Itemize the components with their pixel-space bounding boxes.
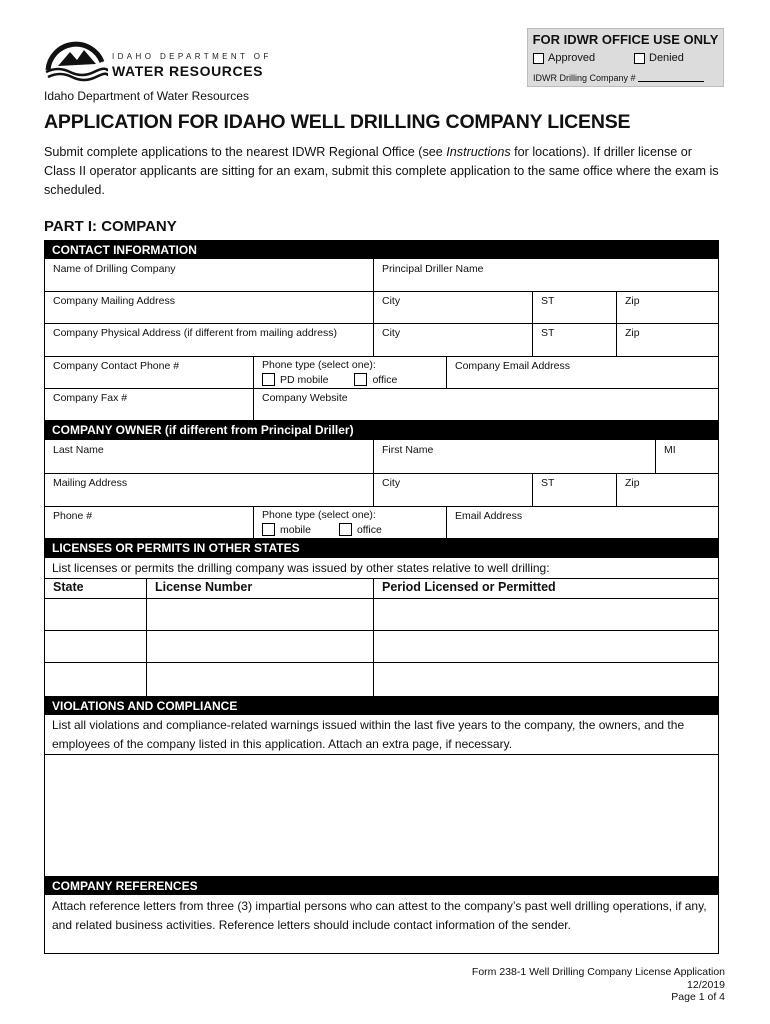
company-name-label: Name of Drilling Company <box>53 263 176 275</box>
license-row-1-number[interactable] <box>147 599 372 630</box>
office-use-box <box>527 28 724 87</box>
owner-mobile-label: mobile <box>280 523 311 536</box>
licenses-instruction: List licenses or permits the drilling company was issued by other states relative to well drilling: <box>52 561 550 575</box>
owner-phone-type-label: Phone type (select one): <box>262 509 376 521</box>
approved-option[interactable] <box>533 52 595 64</box>
references-instruction: Attach reference letters from three (3) impartial persons who can attest to the company’s past well drilling operations, if any, and related business activities. Reference letters should include contact information of the sender. <box>52 899 707 932</box>
owner-last-name-field[interactable] <box>45 441 372 473</box>
company-email-label: Company Email Address <box>455 360 570 372</box>
mailing-zip-field[interactable] <box>617 292 718 323</box>
contact-phone-label: Company Contact Phone # <box>53 360 180 372</box>
owner-state-field[interactable] <box>533 474 615 506</box>
owner-first-name-field[interactable] <box>374 441 654 473</box>
page-footer <box>472 966 725 1004</box>
office-phone-checkbox[interactable] <box>354 373 367 386</box>
office-phone-label: office <box>372 373 398 386</box>
license-row-2-number[interactable] <box>147 631 372 662</box>
company-name-field[interactable] <box>45 260 372 291</box>
company-owner-heading: COMPANY OWNER (if different from Principal Driller) <box>44 420 719 440</box>
owner-first-name-label: First Name <box>382 444 434 456</box>
owner-phone-type <box>254 507 445 538</box>
denied-label: Denied <box>649 52 684 64</box>
violations-instruction: List all violations and compliance-related warnings issued within the last five years to the company, the owners, and the employees of the company listed in this application. Attach an extra page, if necessary. <box>52 718 685 751</box>
physical-zip-label: Zip <box>625 327 640 339</box>
pd-mobile-label: PD mobile <box>280 373 329 386</box>
owner-phone-label: Phone # <box>53 510 93 522</box>
intro-paragraph <box>44 143 724 200</box>
mailing-address-field[interactable] <box>45 292 372 323</box>
owner-office-label: office <box>356 523 382 536</box>
owner-email-field[interactable] <box>447 507 718 538</box>
physical-zip-field[interactable] <box>617 324 718 356</box>
mailing-city-label: City <box>382 295 401 307</box>
contact-phone-type <box>254 357 445 388</box>
company-website-label: Company Website <box>262 392 348 404</box>
col-state-header: State <box>53 580 84 594</box>
owner-zip-field[interactable] <box>617 474 718 506</box>
company-website-field[interactable] <box>254 389 718 420</box>
license-row-1-state[interactable] <box>45 599 145 630</box>
principal-driller-label: Principal Driller Name <box>382 263 484 275</box>
denied-option[interactable] <box>634 52 684 64</box>
intro-before: Submit complete applications to the nearest IDWR Regional Office (see <box>44 145 447 159</box>
agency-name-main: WATER RESOURCES <box>112 63 264 79</box>
intro-emphasis: Instructions <box>446 145 511 159</box>
license-row-3-state[interactable] <box>45 663 145 696</box>
licenses-heading: LICENSES OR PERMITS IN OTHER STATES <box>44 538 719 558</box>
mailing-state-field[interactable] <box>533 292 615 323</box>
approved-checkbox[interactable] <box>533 53 544 64</box>
department-name: Idaho Department of Water Resources <box>44 89 249 103</box>
owner-office-checkbox[interactable] <box>339 523 352 536</box>
contact-phone-type-options <box>262 373 437 386</box>
owner-mailing-address-field[interactable] <box>45 474 372 506</box>
owner-phone-type-options <box>262 523 437 536</box>
form-date: 12/2019 <box>687 978 725 991</box>
mailing-zip-label: Zip <box>625 295 640 307</box>
contact-info-heading: CONTACT INFORMATION <box>44 240 719 259</box>
owner-state-label: ST <box>541 477 555 489</box>
company-number-label: IDWR Drilling Company # <box>533 73 636 83</box>
owner-zip-label: Zip <box>625 477 640 489</box>
violations-heading: VIOLATIONS AND COMPLIANCE <box>44 696 719 715</box>
owner-email-label: Email Address <box>455 510 523 522</box>
license-row-3-number[interactable] <box>147 663 372 696</box>
company-email-field[interactable] <box>447 357 718 388</box>
physical-state-label: ST <box>541 327 555 339</box>
page-number: Page 1 of 4 <box>671 991 725 1003</box>
office-use-title: FOR IDWR OFFICE USE ONLY <box>532 32 719 47</box>
owner-mobile-checkbox[interactable] <box>262 523 275 536</box>
denied-checkbox[interactable] <box>634 53 645 64</box>
intro-after: for locations). If driller license or Class II operator applicants are sitting for an exam, submit this complete application to the same office where the exam is scheduled. <box>44 145 719 197</box>
col-period-header: Period Licensed or Permitted <box>382 580 556 594</box>
owner-mi-label: MI <box>664 444 676 456</box>
mailing-city-field[interactable] <box>374 292 531 323</box>
license-row-1-period[interactable] <box>374 599 718 630</box>
license-row-2-period[interactable] <box>374 631 718 662</box>
owner-last-name-label: Last Name <box>53 444 104 456</box>
principal-driller-field[interactable] <box>374 260 718 291</box>
owner-phone-field[interactable] <box>45 507 252 538</box>
physical-city-field[interactable] <box>374 324 531 356</box>
agency-name-top: IDAHO DEPARTMENT OF <box>112 52 272 61</box>
mailing-state-label: ST <box>541 295 555 307</box>
physical-city-label: City <box>382 327 401 339</box>
physical-address-field[interactable] <box>45 324 372 356</box>
owner-mi-field[interactable] <box>656 441 718 473</box>
mountain-water-logo-icon <box>44 40 108 82</box>
violations-textarea[interactable] <box>45 755 718 876</box>
owner-mailing-address-label: Mailing Address <box>53 477 128 489</box>
contact-phone-field[interactable] <box>45 357 252 388</box>
references-heading: COMPANY REFERENCES <box>44 876 719 895</box>
owner-city-label: City <box>382 477 401 489</box>
company-fax-field[interactable] <box>45 389 252 420</box>
physical-address-label: Company Physical Address (if different from mailing address) <box>53 327 338 339</box>
part-1-title: PART I: COMPANY <box>44 218 177 235</box>
license-row-2-state[interactable] <box>45 631 145 662</box>
pd-mobile-checkbox[interactable] <box>262 373 275 386</box>
contact-phone-type-label: Phone type (select one): <box>262 359 376 371</box>
agency-logo <box>44 40 284 84</box>
company-number-line[interactable] <box>638 81 704 82</box>
page-title: APPLICATION FOR IDAHO WELL DRILLING COMPANY LICENSE <box>44 111 631 133</box>
col-license-number-header: License Number <box>155 580 253 594</box>
physical-state-field[interactable] <box>533 324 615 356</box>
company-fax-label: Company Fax # <box>53 392 128 404</box>
company-number-field[interactable] <box>533 73 704 83</box>
approved-label: Approved <box>548 52 596 64</box>
license-row-3-period[interactable] <box>374 663 718 696</box>
owner-city-field[interactable] <box>374 474 531 506</box>
mailing-address-label: Company Mailing Address <box>53 295 175 307</box>
form-name: Form 238-1 Well Drilling Company License Application <box>471 966 725 978</box>
